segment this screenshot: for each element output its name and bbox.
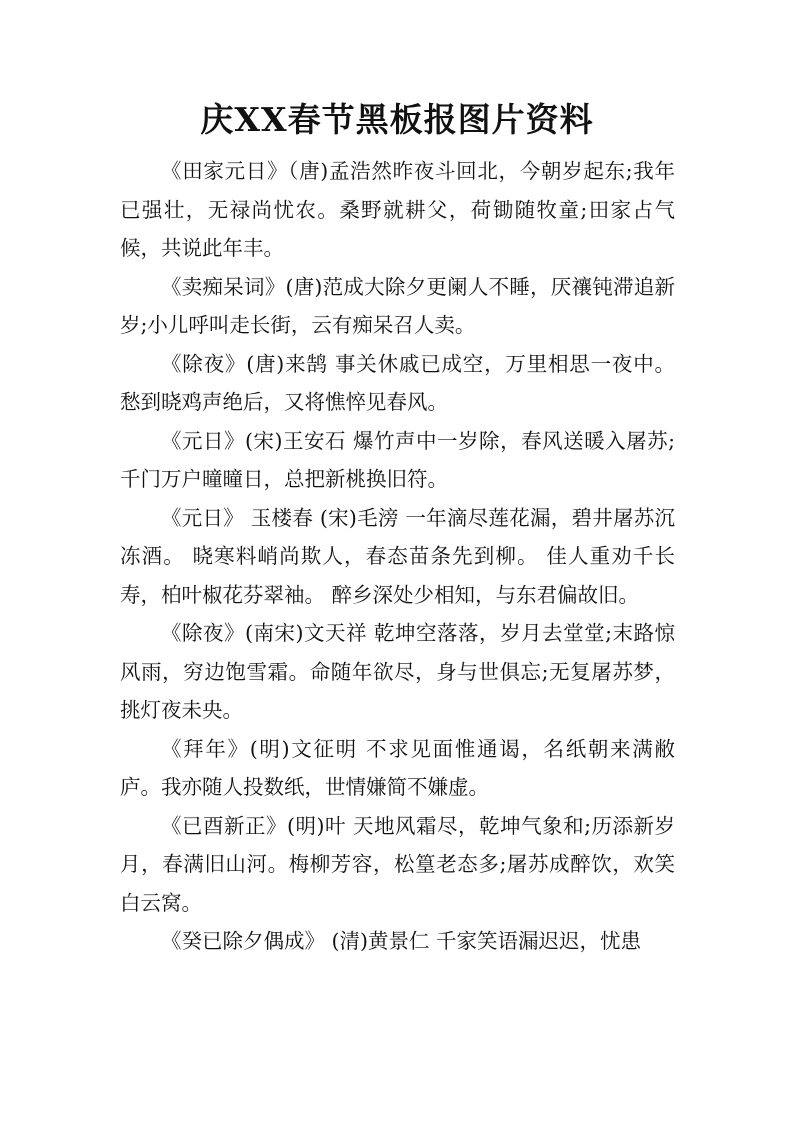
- document-title: 庆XX春节黑板报图片资料: [200, 100, 594, 139]
- poem-paragraph-5: 《元日》 玉楼春 (宋)毛滂 一年滴尽莲花漏，碧井屠苏沉冻酒。 晓寒料峭尚欺人，春态苗条先到柳。 佳人重劝千长寿，柏叶椒花芬翠袖。 醉乡深处少相知，与东君偏故旧。: [120, 505, 675, 607]
- poem-paragraph-4: 《元日》(宋)王安石 爆竹声中一岁除，春风送暖入屠苏;千门万户曈曈日，总把新桃换旧符。: [120, 428, 675, 491]
- poem-paragraph-2: 《卖痴呆词》(唐)范成大除夕更阑人不睡，厌禳钝滞追新岁;小儿呼叫走长街，云有痴呆召人卖。: [120, 274, 675, 337]
- poem-paragraph-7: 《拜年》(明)文征明 不求见面惟通谒，名纸朝来满敝庐。我亦随人投数纸，世情嫌简不嫌虚。: [120, 736, 675, 799]
- document-body: [120, 152, 675, 961]
- poem-paragraph-6: 《除夜》(南宋)文天祥 乾坤空落落，岁月去堂堂;末路惊风雨，穷边饱雪霜。命随年欲尽，身与世俱忘;无复屠苏梦，挑灯夜未央。: [120, 621, 675, 722]
- poem-paragraph-3: 《除夜》(唐)来鹄 事关休戚已成空，万里相思一夜中。愁到晓鸡声绝后，又将憔悴见春风。: [120, 351, 675, 414]
- poem-paragraph-8: 《已酉新正》(明)叶 天地风霜尽，乾坤气象和;历添新岁月，春满旧山河。梅柳芳容，松篁老态多;屠苏成醉饮，欢笑白云窝。: [120, 813, 675, 915]
- poem-paragraph-9: 《癸已除夕偶成》 (清)黄景仁 千家笑语漏迟迟，忧患: [161, 929, 642, 953]
- poem-paragraph-1: 《田家元日》（唐)孟浩然昨夜斗回北，今朝岁起东;我年已强壮，无禄尚忧农。桑野就耕父，荷锄随牧童;田家占气候，共说此年丰。: [120, 159, 675, 260]
